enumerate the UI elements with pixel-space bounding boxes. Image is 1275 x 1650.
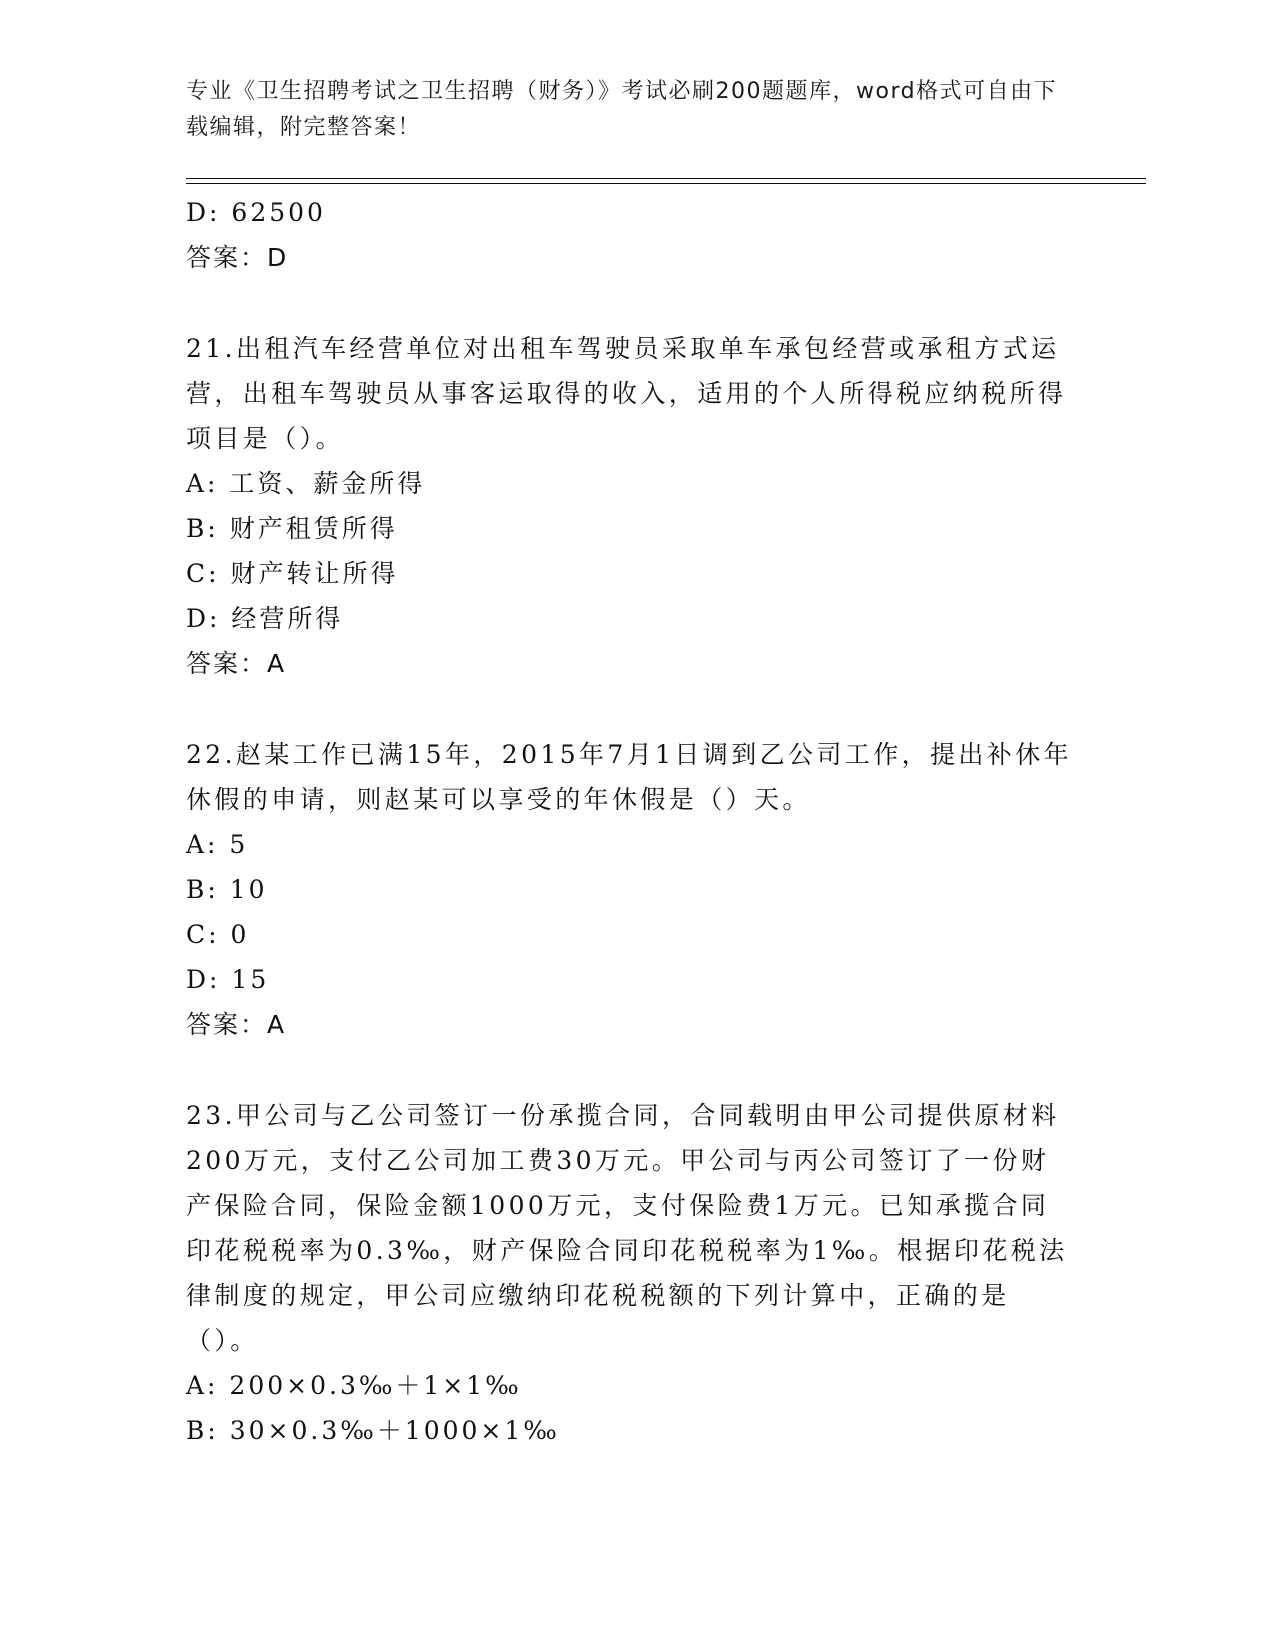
- spacer: [186, 280, 1076, 326]
- question-21-option-b: B: 财产租赁所得: [186, 514, 398, 543]
- question-22-option-c: C: 0: [186, 920, 250, 949]
- document-header: 专业《卫生招聘考试之卫生招聘（财务）》考试必刷200题题库，word格式可自由下载编辑，附完整答案！: [186, 79, 1058, 140]
- question-22-option-a: A: 5: [186, 830, 249, 859]
- header-rule-top: [186, 178, 1146, 179]
- prev-option-d: D: 62500: [186, 198, 326, 227]
- question-21-option-c: C: 财产转让所得: [186, 559, 399, 588]
- question-23-text: 23.甲公司与乙公司签订一份承揽合同，合同载明由甲公司提供原材料200万元，支付乙公司加工费30万元。甲公司与丙公司签订了一份财产保险合同，保险金额1000万元，支付保险费1万元。已知承揽合同印花税税率为0.3‰，财产保险合同印花税税率为1‰。根据印花税法律制度的规定，甲公司应缴纳印花税税额的下列计算中，正确的是（）。: [186, 1101, 1068, 1355]
- question-21-option-a: A: 工资、薪金所得: [186, 469, 426, 498]
- question-23-option-b: B: 30×0.3‰＋1000×1‰: [186, 1416, 560, 1445]
- question-21-option-d: D: 经营所得: [186, 604, 344, 633]
- question-21-text: 21.出租汽车经营单位对出租车驾驶员采取单车承包经营或承租方式运营，出租车驾驶员从事客运取得的收入，适用的个人所得税应纳税所得项目是（）。: [186, 334, 1067, 453]
- question-22-text: 22.赵某工作已满15年，2015年7月1日调到乙公司工作，提出补休年休假的申请，则赵某可以享受的年休假是（）天。: [186, 740, 1073, 814]
- question-23-option-a: A: 200×0.3‰＋1×1‰: [186, 1371, 522, 1400]
- question-content: [186, 190, 1076, 1453]
- header-rule-bottom: [186, 183, 1146, 184]
- spacer: [186, 686, 1076, 732]
- question-22-option-b: B: 10: [186, 875, 268, 904]
- question-22-answer: 答案：A: [186, 1010, 287, 1039]
- spacer: [186, 1047, 1076, 1093]
- prev-answer: 答案：D: [186, 243, 289, 272]
- question-21-answer: 答案：A: [186, 649, 287, 678]
- question-22-option-d: D: 15: [186, 965, 270, 994]
